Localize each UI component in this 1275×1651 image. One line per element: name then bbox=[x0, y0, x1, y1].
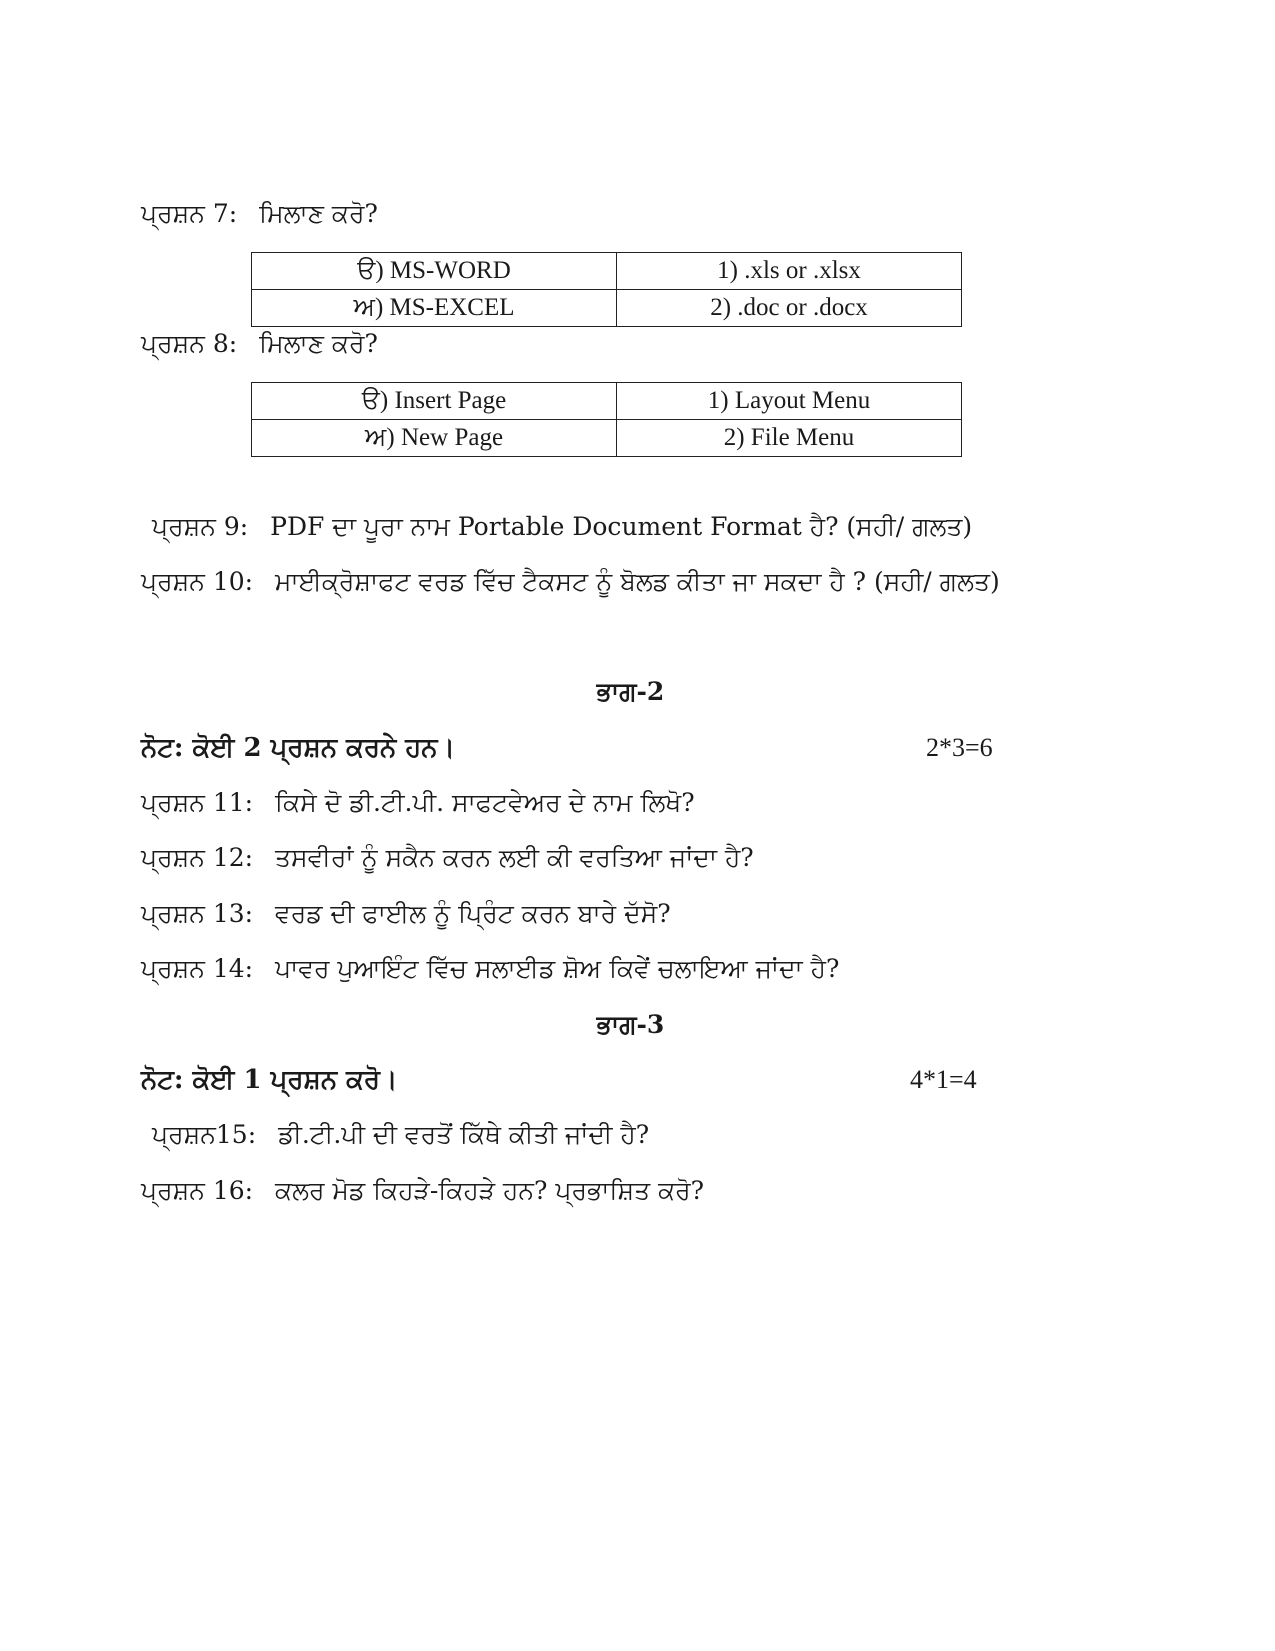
table-cell: ੳ) Insert Page bbox=[252, 383, 617, 420]
question-text: ਮਿਲਾਣ ਕਰੋ? bbox=[259, 329, 378, 358]
question-12 bbox=[141, 842, 754, 874]
question-text: ਪਾਵਰ ਪੁਆਇੰਟ ਵਿੱਚ ਸਲਾਈਡ ਸ਼ੋਅ ਕਿਵੇਂ ਚਲਾਇਆ ਜਾਂਦਾ ਹੈ? bbox=[275, 954, 840, 983]
question-7 bbox=[141, 198, 378, 230]
question-text: ਤਸਵੀਰਾਂ ਨੂੰ ਸਕੈਨ ਕਰਨ ਲਈ ਕੀ ਵਰਤਿਆ ਜਾਂਦਾ ਹੈ? bbox=[275, 843, 754, 872]
table-cell: ਅ) New Page bbox=[252, 420, 617, 457]
question-text: ਡੀ.ਟੀ.ਪੀ ਦੀ ਵਰਤੋਂ ਕਿੱਥੇ ਕੀਤੀ ਜਾਂਦੀ ਹੈ? bbox=[278, 1120, 650, 1149]
table-row bbox=[252, 290, 962, 327]
table-cell: 2) File Menu bbox=[617, 420, 962, 457]
question-text: ਕਲਰ ਮੋਡ ਕਿਹੜੇ-ਕਿਹੜੇ ਹਨ? ਪ੍ਰਭਾਸ਼ਿਤ ਕਰੋ? bbox=[275, 1176, 705, 1205]
question-8 bbox=[141, 328, 378, 360]
table-cell: 2) .doc or .docx bbox=[617, 290, 962, 327]
marks-part-3: 4*1=4 bbox=[910, 1065, 977, 1094]
note-part-2: ਨੋਟ: ਕੋਈ 2 ਪ੍ਰਸ਼ਨ ਕਰਨੇ ਹਨ। bbox=[141, 733, 456, 763]
question-11 bbox=[141, 787, 695, 819]
question-10 bbox=[141, 566, 1000, 598]
question-16 bbox=[141, 1175, 704, 1207]
table-row bbox=[252, 253, 962, 290]
question-13 bbox=[141, 898, 671, 930]
note-part-3: ਨੋਟ: ਕੋਈ 1 ਪ੍ਰਸ਼ਨ ਕਰੋ। bbox=[141, 1065, 398, 1095]
question-label: ਪ੍ਰਸ਼ਨ 14: bbox=[141, 954, 254, 983]
question-text: ਕਿਸੇ ਦੋ ਡੀ.ਟੀ.ਪੀ. ਸਾਫਟਵੇਅਰ ਦੇ ਨਾਮ ਲਿਖੋ? bbox=[275, 788, 695, 817]
question-label: ਪ੍ਰਸ਼ਨ 8: bbox=[141, 329, 238, 358]
match-table-q7 bbox=[251, 252, 962, 327]
question-text: ਵਰਡ ਦੀ ਫਾਈਲ ਨੂੰ ਪ੍ਰਿੰਟ ਕਰਨ ਬਾਰੇ ਦੱਸੋ? bbox=[275, 899, 671, 928]
table-cell: 1) .xls or .xlsx bbox=[617, 253, 962, 290]
table-row bbox=[252, 383, 962, 420]
match-table-q8 bbox=[251, 382, 962, 457]
question-text: PDF ਦਾ ਪੂਰਾ ਨਾਮ Portable Document Format ਹੈ? (ਸਹੀ/ ਗਲਤ) bbox=[270, 512, 973, 541]
question-label: ਪ੍ਰਸ਼ਨ 9: bbox=[152, 512, 249, 541]
section-title-part-3: ਭਾਗ-3 bbox=[596, 1010, 665, 1039]
table-row bbox=[252, 420, 962, 457]
question-label: ਪ੍ਰਸ਼ਨ 12: bbox=[141, 843, 254, 872]
section-title-part-2: ਭਾਗ-2 bbox=[596, 677, 665, 706]
question-label: ਪ੍ਰਸ਼ਨ 7: bbox=[141, 199, 238, 228]
question-label: ਪ੍ਰਸ਼ਨ 16: bbox=[141, 1176, 254, 1205]
marks-part-2: 2*3=6 bbox=[926, 733, 993, 762]
question-15 bbox=[152, 1119, 649, 1151]
table-cell: ੳ) MS-WORD bbox=[252, 253, 617, 290]
question-label: ਪ੍ਰਸ਼ਨ 13: bbox=[141, 899, 254, 928]
question-label: ਪ੍ਰਸ਼ਨ 10: bbox=[141, 567, 254, 596]
table-cell: ਅ) MS-EXCEL bbox=[252, 290, 617, 327]
question-label: ਪ੍ਰਸ਼ਨ15: bbox=[152, 1120, 257, 1149]
question-14 bbox=[141, 953, 839, 985]
question-label: ਪ੍ਰਸ਼ਨ 11: bbox=[141, 788, 254, 817]
question-9 bbox=[152, 511, 972, 543]
question-text: ਮਿਲਾਣ ਕਰੋ? bbox=[259, 199, 378, 228]
question-text: ਮਾਈਕ੍ਰੋਸ਼ਾਫਟ ਵਰਡ ਵਿੱਚ ਟੈਕਸਟ ਨੂੰ ਬੋਲਡ ਕੀਤਾ ਜਾ ਸਕਦਾ ਹੈ ? (ਸਹੀ/ ਗਲਤ) bbox=[275, 567, 1000, 596]
table-cell: 1) Layout Menu bbox=[617, 383, 962, 420]
